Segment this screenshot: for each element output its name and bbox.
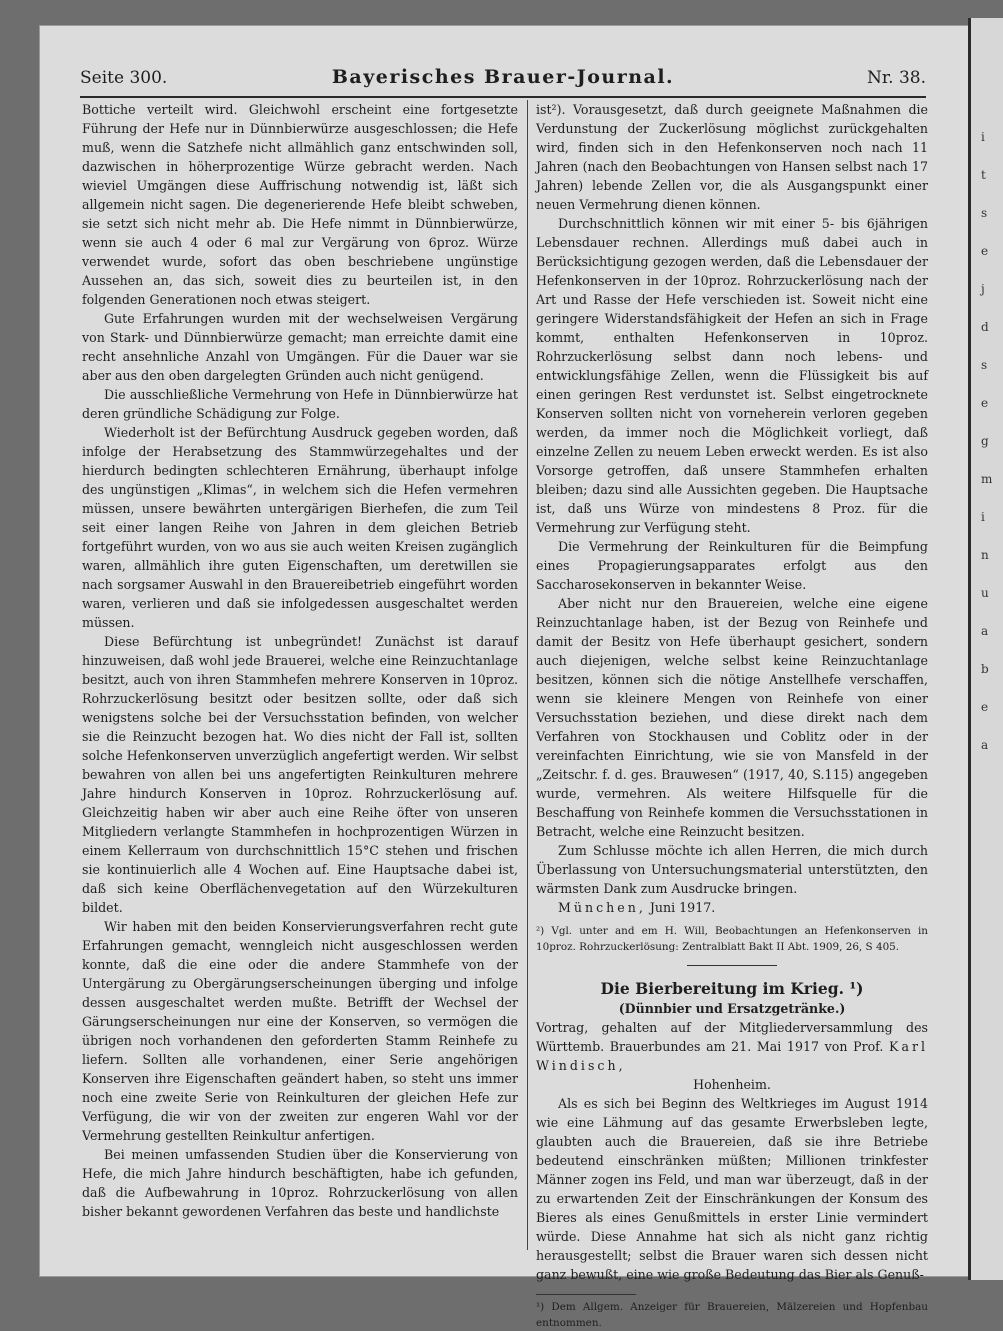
edge-letter: g xyxy=(981,434,989,448)
paragraph: ist²). Vorausgesetzt, daß durch geeignete Maßnahmen die Verdunstung der Zuckerlösung möglichst zurückgehalten wird, finden sich in den Hefenkonserven noch nach 11 Jahren (nach den Beobachtungen von Hansen selbst nach 17 Jahren) lebende Zellen vor, die als Ausgangspunkt einer neuen Vermehrung dienen können. xyxy=(536,102,928,212)
edge-letter: s xyxy=(981,206,988,220)
footnote-1: ¹) Dem Allgem. Anzeiger für Brauereien, Mälzereien und Hopfenbau entnommen. xyxy=(536,1301,928,1329)
edge-letter: b xyxy=(981,662,989,676)
edge-letter: i xyxy=(981,510,985,524)
edge-letter: s xyxy=(981,358,988,372)
footnote-2: ²) Vgl. unter and em H. Will, Beobachtungen an Hefenkonserven in 10proz. Rohrzuckerlösung: Zentralblatt Bakt II Abt. 1909, 26, S 405. xyxy=(536,925,928,953)
right-column xyxy=(536,100,928,1329)
place-date xyxy=(536,898,928,917)
date: Juni 1917. xyxy=(645,900,716,915)
edge-letters xyxy=(981,118,997,764)
edge-letter: i xyxy=(981,130,985,144)
edge-letter: j xyxy=(981,282,985,296)
adjacent-page-edge xyxy=(968,18,1003,1280)
edge-letter: e xyxy=(981,244,989,258)
paragraph: Durchschnittlich können wir mit einer 5- bis 6jährigen Lebensdauer rechnen. Allerdings muß dabei auch in Berücksichtigung gezogen werden, daß die Lebensdauer der Hefenkonserven in der 10proz. Rohrzuckerlösung nach der Art und Rasse der Hefe verschieden ist. Soweit nicht eine geringere Widerstandsfähigkeit der Hefen an sich in Frage kommt, enthalten Hefenkonserven in 10proz. Rohrzuckerlösung selbst dann noch lebens- und entwicklungsfähige Zellen, wenn die Flüssigkeit bis auf einen geringen Rest verdunstet ist. Selbst eingetrocknete Konserven sollten nicht von vorneherein verloren gegeben werden, da immer noch die Möglichkeit vorliegt, daß einzelne Zellen zu neuem Leben erweckt werden. Es ist also Vorsorge getroffen, daß unsere Stammhefen erhalten bleiben; dazu sind alle Aussichten gegeben. Die Hauptsache ist, daß uns Würze von mindestens 8 Proz. für die Vermehrung zur Verfügung steht. xyxy=(536,216,928,535)
edge-letter: e xyxy=(981,700,989,714)
edge-letter: t xyxy=(981,168,986,182)
paragraph: Bottiche verteilt wird. Gleichwohl erscheint eine fortgesetzte Führung der Hefe nur in Dünnbierwürze ausgeschlossen; die Hefe muß, wenn die Satzhefe nicht allmählich ganz entschwinden soll, dazwischen in höherprozentige Würze gebracht werden. Nach wieviel Umgängen diese Auffrischung notwendig ist, läßt sich allgemein nicht sagen. Die degenerierende Hefe bleibt schweben, sie setzt sich nicht mehr ab. Die Hefe nimmt in Dünnbierwürze, wenn sie auch 4 oder 6 mal zur Vergärung von 6proz. Würze verwendet wurde, sofort das oben beschriebene ungünstige Aussehen an, das sich, soweit dies zu beurteilen ist, in den folgenden Generationen noch etwas steigert. xyxy=(82,102,518,307)
page-header xyxy=(80,66,926,96)
place: München, xyxy=(558,900,646,915)
article-subtitle: (Dünnbier und Ersatzgetränke.) xyxy=(618,1001,846,1016)
paragraph: Aber nicht nur den Brauereien, welche eine eigene Reinzuchtanlage haben, ist der Bezug von Reinhefe und damit der Besitz von Hefe überhaupt gesichert, sondern auch diejenigen, welche selbst keine Reinzuchtanlage besitzen, können sich die nötige Anstellhefe verschaffen, wenn sie kleinere Mengen von Reinhefe von einer Versuchsstation beziehen, und diese direkt nach dem Verfahren von Stockhausen und Coblitz oder in der vereinfachten Einrichtung, wie sie von Mansfeld in der „Zeitschr. f. d. ges. Brauwesen“ (1917, 40, S.115) angegeben wurde, vermehren. Als weitere Hilfsquelle für die Beschaffung von Reinhefe kommen die Versuchsstationen in Betracht, welche eine Reinzucht besitzen. xyxy=(536,596,928,839)
paragraph: Gute Erfahrungen wurden mit der wechselweisen Vergärung von Stark- und Dünnbierwürze gemacht; man erreichte damit eine recht ansehnliche Anzahl von Umgängen. Für die Dauer war sie aber aus den oben dargelegten Gründen auch nicht genügend. xyxy=(82,311,518,383)
left-column xyxy=(82,100,518,1219)
author-name: Karl Windisch, xyxy=(536,1039,928,1073)
paragraph: Die ausschließliche Vermehrung von Hefe in Dünnbierwürze hat deren gründliche Schädigung zur Folge. xyxy=(82,387,518,421)
paragraph: Als es sich bei Beginn des Weltkrieges im August 1914 wie eine Lähmung auf das gesamte Erwerbsleben legte, glaubten auch die Brauereien, daß sie ihre Betriebe bedeutend einschränken müßten; Millionen trinkfester Männer zogen ins Feld, und man war überzeugt, daß in der zu erwartenden Zeit der Einschränkungen der Konsum des Bieres als eines Genußmittels in erster Linie vermindert würde. Diese Annahme hat sich als nicht ganz richtig herausgestellt; selbst die Brauer waren sich dessen nicht ganz bewußt, eine wie große Bedeutung das Bier als Genuß- xyxy=(536,1096,928,1282)
header-rule xyxy=(80,96,926,98)
paragraph: Wiederholt ist der Befürchtung Ausdruck gegeben worden, daß infolge der Herabsetzung des Stammwürzegehaltes und der hierdurch bedingten schlechteren Ernährung, überhaupt infolge des ungünstigen „Klimas“, in welchem sich die Hefen vermehren müssen, unsere bewährten untergärigen Bierhefen, die zum Teil seit einer langen Reihe von Jahren in dem gleichen Betrieb fortgeführt wurden, von wo aus sie auch weiten Kreisen zugänglich waren, allmählich ihre guten Eigenschaften, um deretwillen sie nach sorgsamer Auswahl in den Brauereibetrieb eingeführt worden waren, verlieren und daß sie infolgedessen ausgeschaltet werden müssen. xyxy=(82,425,518,630)
paragraph: Bei meinen umfassenden Studien über die Konservierung von Hefe, die mich Jahre hindurch beschäftigten, habe ich gefunden, daß die Aufbewahrung in 10proz. Rohrzuckerlösung von allen bisher bekannt gewordenen Verfahren das beste und handlichste xyxy=(82,1147,518,1219)
edge-letter: m xyxy=(981,472,993,486)
page-number: Seite 300. xyxy=(80,68,168,88)
paragraph: Die Vermehrung der Reinkulturen für die Beimpfung eines Propagierungsapparates erfolgt aus den Saccharosekonserven in bekannter Weise. xyxy=(536,539,928,592)
article-title: Die Bierbereitung im Krieg. ¹) xyxy=(600,979,864,998)
edge-letter: a xyxy=(981,738,989,752)
paragraph: Diese Befürchtung ist unbegründet! Zunächst ist darauf hinzuweisen, daß wohl jede Brauerei, welche eine Reinzuchtanlage besitzt, auch von ihren Stammhefen mehrere Konserven in 10proz. Rohrzuckerlösung besitzt oder besitzen sollte, oder daß sich wenigstens solche bei der Versuchsstation befinden, von welcher sie die Reinzucht bezogen hat. Wo dies nicht der Fall ist, sollten solche Hefenkonserven unverzüglich angefertigt werden. Wir selbst bewahren von allen bei uns angefertigten Reinkulturen mehrere Jahre hindurch Konserven in 10proz. Rohrzuckerlösung auf. Gleichzeitig haben wir aber auch eine Reihe öfter von unseren Mitgliedern verlangte Stammhefen in hochprozentigen Würzen in einem Kellerraum von durchschnittlich 15°C stehen und frischen sie kontinuierlich alle 4 Wochen auf. Eine Hauptsache dabei ist, daß sich keine Oberflächenvegetation auf den Würzekulturen bildet. xyxy=(82,634,518,915)
journal-title: Bayerisches Brauer-Journal. xyxy=(331,66,675,88)
paragraph: Wir haben mit den beiden Konservierungsverfahren recht gute Erfahrungen gemacht, wenngleich nicht ausgeschlossen werden konnte, daß die eine oder die andere Stammhefe von der Untergärung zu Obergärungserscheinungen überging und infolge dessen ausgeschaltet werden mußte. Betrifft der Wechsel der Gärungserscheinungen nur eine der Konserven, so vermögen die übrigen noch vorhandenen den geforderten Stamm Reinhefe zu liefern. Sollten alle vorhandenen, einer Serie angehörigen Konserven ihre Eigenschaften geändert haben, so steht uns immer noch eine zweite Serie von Reinkulturen der gleichen Hefe zur Verfügung, die wir von der zweiten zur engeren Wahl vor der Vermehrung gestellten Reinkultur anfertigen. xyxy=(82,919,518,1143)
byline-text: Vortrag, gehalten auf der Mitgliederversammlung des Württemb. Brauerbundes am 21. Mai 1917 von Prof. xyxy=(536,1020,928,1054)
issue-number: Nr. 38. xyxy=(867,68,926,88)
column-divider xyxy=(527,100,528,1250)
edge-letter: n xyxy=(981,548,989,562)
footnote-rule xyxy=(536,1294,636,1295)
edge-letter: e xyxy=(981,396,989,410)
paragraph: Zum Schlusse möchte ich allen Herren, die mich durch Überlassung von Untersuchungsmaterial unterstützten, den wärmsten Dank zum Ausdrucke bringen. xyxy=(536,843,928,896)
edge-letter: a xyxy=(981,624,989,638)
article-byline xyxy=(536,1018,928,1075)
separator-rule xyxy=(687,965,777,966)
author-place: Hohenheim. xyxy=(693,1077,771,1092)
edge-letter: u xyxy=(981,586,989,600)
edge-letter: d xyxy=(981,320,989,334)
